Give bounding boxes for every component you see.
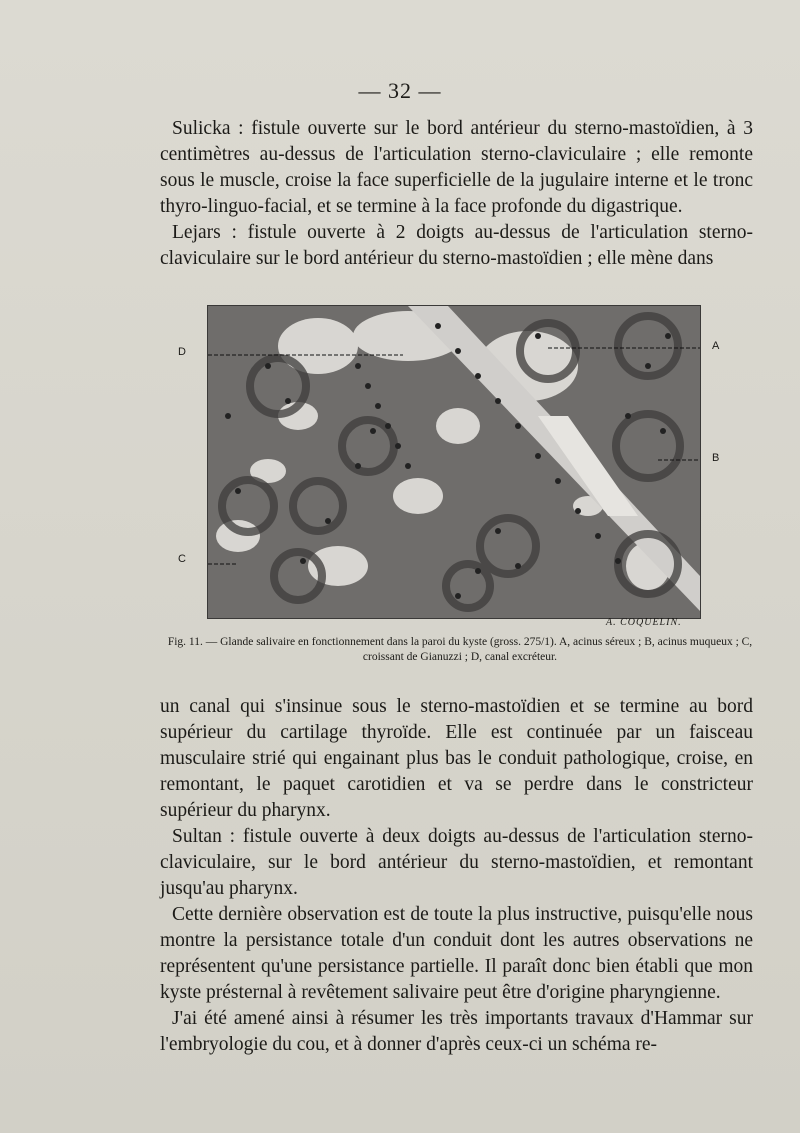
- paragraph: Lejars : fistule ouverte à 2 doigts au-dessus de l'articulation sterno-claviculaire sur le bord antérieur du sterno-mastoïdien ; elle mène dans: [160, 222, 753, 269]
- figure-label-c: C: [178, 553, 186, 565]
- paragraph: J'ai été amené ainsi à résumer les très importants travaux d'Hammar sur l'embryologie du cou, et à donner d'après ceux-ci un schéma re-: [160, 1008, 753, 1055]
- bottom-text: [160, 694, 753, 1058]
- page-number: — 32 —: [358, 78, 442, 103]
- histology-figure: [207, 305, 701, 619]
- micrograph-image: [208, 306, 700, 618]
- figure-label-d: D: [178, 346, 186, 358]
- paragraph: Sultan : fistule ouverte à deux doigts au-dessus de l'articulation sterno-claviculaire, sur le bord antérieur du sterno-mastoïdien, et remontant jusqu'au pharynx.: [160, 826, 753, 899]
- caption-text: — Glande salivaire en fonctionnement dans la paroi du kyste (gross. 275/1). A, acinus séreux ; B, acinus muqueux ; C, croissant de Gianuzzi ; D, canal excréteur.: [205, 636, 753, 663]
- paragraph: Sulicka : fistule ouverte sur le bord antérieur du sterno-mastoïdien, à 3 centimètres au-dessus de l'articulation sterno-claviculaire ; elle remonte sous le muscle, croise la face superficielle de la jugulaire interne et le tronc thyro-linguo-facial, et se termine à la face profonde du digastrique.: [160, 118, 753, 217]
- illustrator-signature: A. COQUELIN.: [606, 617, 682, 628]
- paragraph: Cette dernière observation est de toute la plus instructive, puisqu'elle nous montre la persistance totale d'un conduit dont les autres observations ne représentent qu'une persistance partielle. Il paraît donc bien établi que mon kyste présternal à revêtement salivaire peut être d'origine pharyngienne.: [160, 904, 753, 1003]
- top-text: [160, 116, 753, 272]
- figure-caption: [160, 635, 760, 665]
- paragraph: un canal qui s'insinue sous le sterno-mastoïdien et se termine au bord supérieur du cartilage thyroïde. Elle est continuée par un faisceau musculaire strié qui engainant plus bas le conduit pathologique, croise, en remontant, le paquet carotidien et va se perdre dans le constricteur supérieur du pharynx.: [160, 696, 753, 821]
- figure-label-a: A: [712, 340, 720, 352]
- caption-prefix: Fig. 11.: [167, 636, 203, 648]
- figure-label-b: B: [712, 452, 720, 464]
